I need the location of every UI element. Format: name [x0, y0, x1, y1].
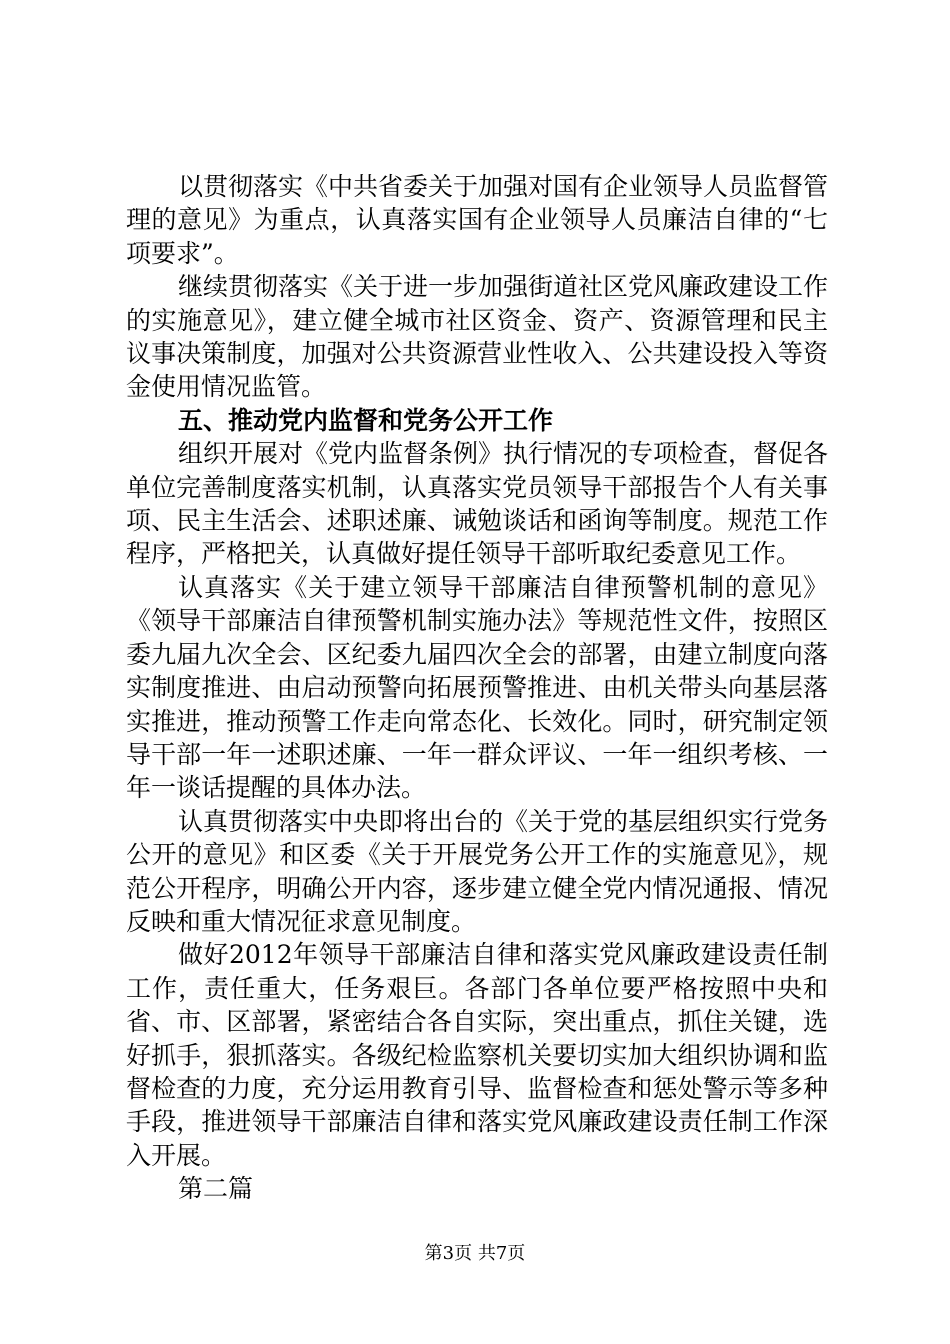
paragraph-responsibility: 做好2012年领导干部廉洁自律和落实党风廉政建设责任制工作，责任重大，任务艰巨。各部门各单位要严格按照中央和省、市、区部署，紧密结合各自实际，突出重点，抓住关键，选好抓手，狠抓落实。各级纪检监察机关要切实加大组织协调和监督检查的力度，充分运用教育引导、监督检查和惩处警示等多种手段，推进领导干部廉洁自律和落实党风廉政建设责任制工作深入开展。 [126, 940, 828, 1170]
paragraph-supervision: 组织开展对《党内监督条例》执行情况的专项检查，督促各单位完善制度落实机制，认真落实党员领导干部报告个人有关事项、民主生活会、述职述廉、诫勉谈话和函询等制度。规范工作程序，严格把关，认真做好提任领导干部听取纪委意见工作。 [126, 439, 829, 569]
page-number-footer: 第3页 共7页 [424, 1243, 526, 1264]
section-heading: 五、推动党内监督和党务公开工作 [178, 405, 554, 435]
paragraph-early-warning: 认真落实《关于建立领导干部廉洁自律预警机制的意见》《领导干部廉洁自律预警机制实施办法》等规范性文件，按照区委九届九次全会、区纪委九届四次全会的部署，由建立制度向落实制度推进、由启动预警向拓展预警推进、由机关带头向基层落实推进，推动预警工作走向常态化、长效化。同时，研究制定领导干部一年一述职述廉、一年一群众评议、一年一组织考核、一年一谈话提醒的具体办法。 [126, 572, 828, 803]
paragraph-community: 继续贯彻落实《关于进一步加强街道社区党风廉政建设工作的实施意见》，建立健全城市社区资金、资产、资源管理和民主议事决策制度，加强对公共资源营业性收入、公共建设投入等资金使用情况监管。 [126, 272, 829, 402]
paragraph-state-enterprise: 以贯彻落实《中共省委关于加强对国有企业领导人员监督管理的意见》为重点，认真落实国有企业领导人员廉洁自律的“七项要求”。 [126, 172, 829, 268]
document-body [126, 170, 828, 1206]
paragraph-party-affairs: 认真贯彻落实中央即将出台的《关于党的基层组织实行党务公开的意见》和区委《关于开展党务公开工作的实施意见》，规范公开程序，明确公开内容，逐步建立健全党内情况通报、情况反映和重大情况征求意见制度。 [126, 806, 829, 936]
closing-line: 第二篇 [178, 1174, 254, 1204]
